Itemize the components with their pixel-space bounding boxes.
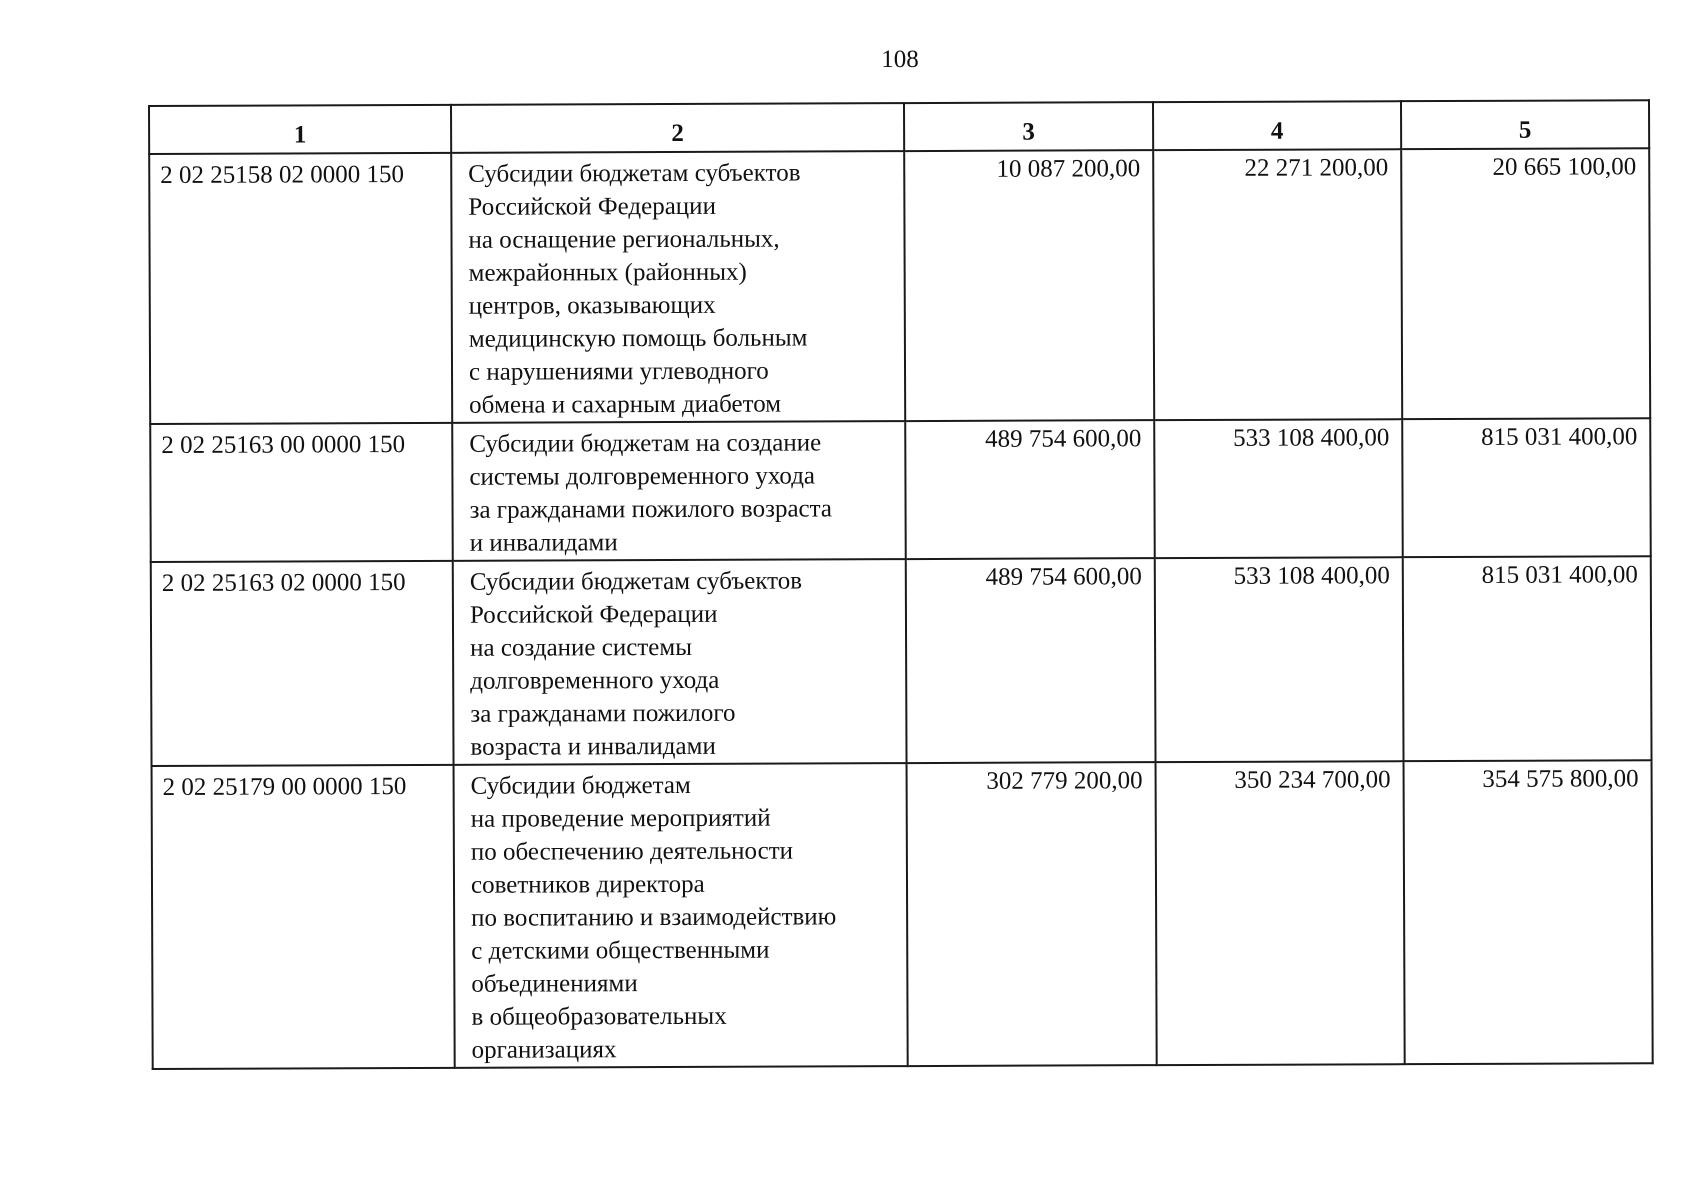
row-value-col5: 815 031 400,00: [1403, 556, 1652, 761]
table-row: [152, 760, 1653, 1069]
row-description: Субсидии бюджетам субъектов Российской Федерации на создание системы долговременного ухода за гражданами пожилого возраста и инвалидами: [453, 559, 907, 765]
column-header-5: 5: [1401, 100, 1649, 149]
column-header-4: 4: [1153, 101, 1401, 150]
table-row: [149, 148, 1650, 424]
column-header-1: 1: [149, 105, 451, 154]
row-description: Субсидии бюджетам субъектов Российской Федерации на оснащение региональных, межрайонных (районных) центров, оказывающих медицинскую помощь больным с нарушениями углеводного обмена и сахарным диабетом: [451, 151, 905, 423]
row-value-col5: 815 031 400,00: [1402, 418, 1651, 557]
budget-table: [148, 99, 1654, 1070]
row-value-col3: 302 779 200,00: [907, 762, 1157, 1066]
row-value-col4: 533 108 400,00: [1155, 557, 1404, 762]
column-header-3: 3: [904, 102, 1153, 151]
table-row: [150, 418, 1651, 562]
row-code: 2 02 25163 02 0000 150: [151, 561, 454, 766]
table-row: [151, 556, 1652, 766]
row-value-col3: 10 087 200,00: [904, 150, 1154, 421]
row-description: Субсидии бюджетам на создание системы долговременного ухода за гражданами пожилого возраста и инвалидами: [452, 421, 906, 561]
page-number: 108: [881, 46, 919, 73]
row-value-col4: 350 234 700,00: [1156, 761, 1405, 1065]
row-description: Субсидии бюджетам на проведение мероприятий по обеспечению деятельности советников директора по воспитанию и взаимодействию с детскими общественными объединениями в общеобразовательных организациях: [454, 763, 908, 1068]
row-value-col4: 533 108 400,00: [1154, 419, 1403, 558]
row-value-col3: 489 754 600,00: [905, 420, 1155, 559]
row-code: 2 02 25163 00 0000 150: [150, 423, 453, 562]
row-code: 2 02 25158 02 0000 150: [149, 153, 452, 424]
row-code: 2 02 25179 00 0000 150: [152, 765, 455, 1069]
row-value-col5: 20 665 100,00: [1401, 148, 1650, 419]
column-header-2: 2: [451, 103, 904, 153]
row-value-col4: 22 271 200,00: [1153, 149, 1402, 420]
table-header-row: [149, 100, 1649, 154]
row-value-col5: 354 575 800,00: [1404, 760, 1653, 1064]
row-value-col3: 489 754 600,00: [906, 558, 1156, 763]
